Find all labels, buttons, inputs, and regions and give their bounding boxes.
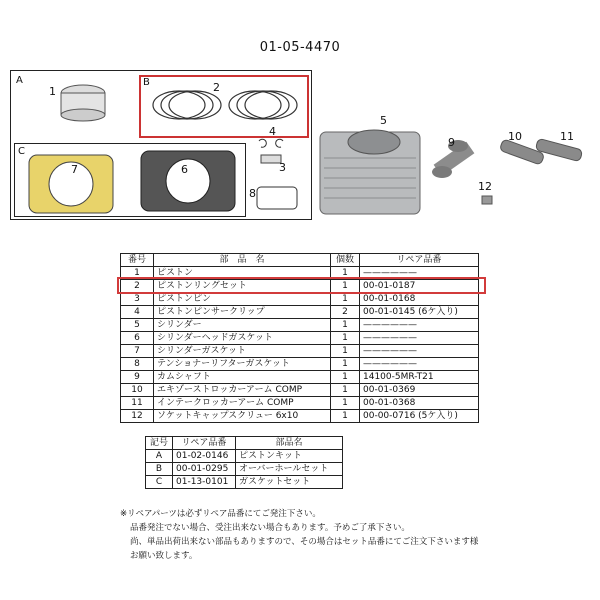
part-number-5: 5 — [380, 114, 387, 127]
row-quantity: 1 — [331, 345, 360, 358]
table-row — [121, 358, 479, 371]
table-row — [121, 371, 479, 384]
cylinder-photo — [320, 130, 420, 214]
row-part-name: カムシャフト — [154, 371, 331, 384]
row-number: 3 — [121, 293, 154, 306]
note-line: 尚、単品出荷出来ない部品もありますので、その場合はセット品番にてご注文下さいます様 — [130, 537, 479, 547]
row-part-name: エキゾーストロッカーアーム COMP — [154, 384, 331, 397]
row-number: 6 — [121, 332, 154, 345]
row-quantity: 1 — [331, 397, 360, 410]
piston-rings-drawing — [153, 91, 297, 119]
row-part-name: シリンダー — [154, 319, 331, 332]
row-quantity: 1 — [331, 280, 360, 293]
parts-diagram — [10, 70, 312, 220]
row-repair-number: —————— — [360, 332, 479, 345]
header-repair-number: リペア品番 — [360, 254, 479, 267]
kit-table — [145, 436, 343, 489]
parts-photo — [318, 112, 590, 222]
table-header-row — [121, 254, 479, 267]
diagram-art — [11, 71, 311, 219]
kit-code: B — [146, 463, 173, 476]
table-row — [146, 476, 343, 489]
row-part-name: ピストン — [154, 267, 331, 280]
row-number: 2 — [121, 280, 154, 293]
part-number-4: 4 — [269, 125, 276, 138]
row-quantity: 1 — [331, 332, 360, 345]
part-number-6: 6 — [181, 163, 188, 176]
kit-header-repair-number: リペア品番 — [173, 437, 236, 450]
table-row — [121, 345, 479, 358]
row-part-name: テンショナーリフターガスケット — [154, 358, 331, 371]
row-number: 12 — [121, 410, 154, 423]
row-part-name: シリンダーガスケット — [154, 345, 331, 358]
part-number-2: 2 — [213, 81, 220, 94]
table-row — [121, 332, 479, 345]
part-number-3: 3 — [279, 161, 286, 174]
kit-repair-number: 01-02-0146 — [173, 450, 236, 463]
kit-name: ピストンキット — [236, 450, 343, 463]
row-quantity: 1 — [331, 358, 360, 371]
notes — [120, 507, 478, 563]
row-repair-number: 00-01-0187 — [360, 280, 479, 293]
part-number-12: 12 — [478, 180, 492, 193]
row-number: 8 — [121, 358, 154, 371]
row-quantity: 1 — [331, 371, 360, 384]
row-number: 11 — [121, 397, 154, 410]
group-label-c: C — [18, 146, 25, 157]
row-part-name: ソケットキャップスクリュー 6x10 — [154, 410, 331, 423]
row-repair-number: —————— — [360, 319, 479, 332]
part-number-1: 1 — [49, 85, 56, 98]
row-repair-number: 14100-5MR-T21 — [360, 371, 479, 384]
row-quantity: 2 — [331, 306, 360, 319]
row-number: 5 — [121, 319, 154, 332]
table-row — [121, 319, 479, 332]
kit-name: オーバーホールセット — [236, 463, 343, 476]
kit-header-name: 部品名 — [236, 437, 343, 450]
head-gasket-drawing — [141, 151, 235, 211]
row-repair-number: 00-00-0716 (5ケ入り) — [360, 410, 479, 423]
kit-code: A — [146, 450, 173, 463]
part-number-8: 8 — [249, 187, 256, 200]
part-number-10: 10 — [508, 130, 522, 143]
table-row — [121, 410, 479, 423]
header-number: 番号 — [121, 254, 154, 267]
row-quantity: 1 — [331, 293, 360, 306]
row-part-name: ピストンリングセット — [154, 280, 331, 293]
row-repair-number: —————— — [360, 267, 479, 280]
row-part-name: ピストンピン — [154, 293, 331, 306]
table-row — [146, 450, 343, 463]
table-row — [121, 306, 479, 319]
row-quantity: 1 — [331, 267, 360, 280]
row-quantity: 1 — [331, 319, 360, 332]
kit-repair-number: 01-13-0101 — [173, 476, 236, 489]
row-repair-number: 00-01-0368 — [360, 397, 479, 410]
table-row — [121, 397, 479, 410]
row-repair-number: —————— — [360, 345, 479, 358]
row-quantity: 1 — [331, 410, 360, 423]
row-repair-number: 00-01-0168 — [360, 293, 479, 306]
kit-repair-number: 00-01-0295 — [173, 463, 236, 476]
row-part-name: シリンダーヘッドガスケット — [154, 332, 331, 345]
note-line: 品番発注でない場合、受注出来ない場合もあります。予めご了承下さい。 — [130, 523, 410, 533]
group-label-a: A — [16, 75, 23, 86]
kit-header-row — [146, 437, 343, 450]
table-row — [121, 384, 479, 397]
kit-name: ガスケットセット — [236, 476, 343, 489]
row-quantity: 1 — [331, 384, 360, 397]
group-label-b: B — [143, 77, 150, 88]
table-row — [121, 293, 479, 306]
part-number-11: 11 — [560, 130, 574, 143]
row-part-name: ピストンピンサークリップ — [154, 306, 331, 319]
page-title: 01-05-4470 — [259, 40, 341, 55]
row-number: 4 — [121, 306, 154, 319]
part-number-7: 7 — [71, 163, 78, 176]
row-repair-number: —————— — [360, 358, 479, 371]
part-number-9: 9 — [448, 136, 455, 149]
row-highlight-box — [117, 277, 486, 294]
piston-drawing — [61, 85, 105, 121]
row-number: 9 — [121, 371, 154, 384]
note-line: ※リペアパーツは必ずリペア品番にてご発注下さい。 — [120, 509, 321, 519]
row-number: 7 — [121, 345, 154, 358]
table-row — [146, 463, 343, 476]
row-repair-number: 00-01-0369 — [360, 384, 479, 397]
row-part-name: インテークロッカーアーム COMP — [154, 397, 331, 410]
photo-art — [318, 112, 590, 222]
row-repair-number: 00-01-0145 (6ケ入り) — [360, 306, 479, 319]
row-number: 1 — [121, 267, 154, 280]
note-line: お願い致します。 — [130, 551, 198, 561]
header-part-name: 部 品 名 — [154, 254, 331, 267]
row-number: 10 — [121, 384, 154, 397]
header-quantity: 個数 — [331, 254, 360, 267]
kit-code: C — [146, 476, 173, 489]
kit-header-code: 記号 — [146, 437, 173, 450]
